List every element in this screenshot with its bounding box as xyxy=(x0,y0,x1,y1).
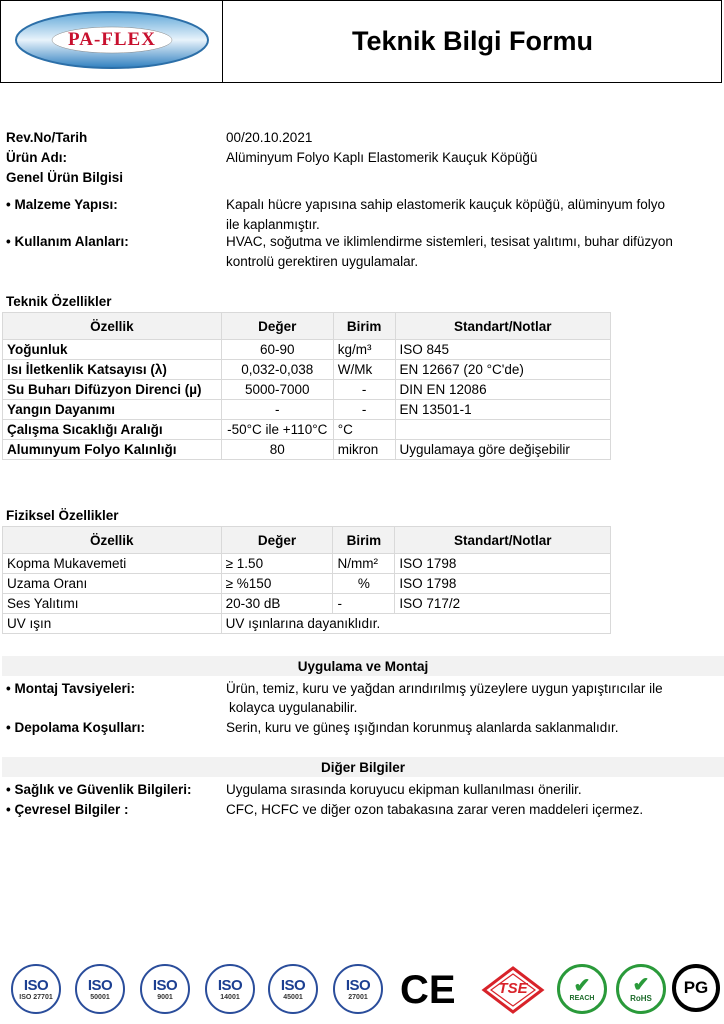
cell-unit: °C xyxy=(333,420,395,440)
table-row xyxy=(3,614,611,634)
cell-property: Uzama Oranı xyxy=(3,574,222,594)
reach-badge xyxy=(557,964,609,1016)
cell-standard: EN 12667 (20 °C'de) xyxy=(395,360,610,380)
tse-badge xyxy=(478,964,548,1016)
product-value: Alüminyum Folyo Kaplı Elastomerik Kauçuk Köpüğü xyxy=(226,150,538,165)
environment-label: • Çevresel Bilgiler : xyxy=(6,802,129,817)
table-row xyxy=(3,594,611,614)
cell-value: -50°C ile +110°C xyxy=(221,420,333,440)
table-row xyxy=(3,554,611,574)
rev-value: 00/20.10.2021 xyxy=(226,130,313,145)
rohs-badge xyxy=(616,964,668,1016)
mount-label: • Montaj Tavsiyeleri: xyxy=(6,681,136,696)
col-header: Standart/Notlar xyxy=(395,313,610,340)
cell-property: Isı İletkenlik Katsayısı (λ) xyxy=(3,360,222,380)
cell-standard: DIN EN 12086 xyxy=(395,380,610,400)
col-header: Birim xyxy=(333,313,395,340)
cell-property: Kopma Mukavemeti xyxy=(3,554,222,574)
physical-header-row xyxy=(3,527,611,554)
iso-number: 14001 xyxy=(220,994,240,1001)
cell-standard: ISO 1798 xyxy=(395,574,611,594)
technical-table xyxy=(2,312,611,460)
col-header: Değer xyxy=(221,527,333,554)
general-info-label: Genel Ürün Bilgisi xyxy=(6,170,124,185)
cell-standard: ISO 845 xyxy=(395,340,610,360)
technical-header-row xyxy=(3,313,611,340)
technical-section-title: Teknik Özellikler xyxy=(6,294,112,309)
iso-27701-badge xyxy=(11,964,61,1016)
cell-unit: kg/m³ xyxy=(333,340,395,360)
cell-unit: W/Mk xyxy=(333,360,395,380)
usage-value-line2: kontrolü gerektiren uygulamalar. xyxy=(226,254,419,269)
cell-property: Alumınyum Folyo Kalınlığı xyxy=(3,440,222,460)
col-header: Değer xyxy=(221,313,333,340)
iso-50001-badge xyxy=(75,964,125,1016)
cell-unit: - xyxy=(333,380,395,400)
health-value: Uygulama sırasında koruyucu ekipman kullanılması önerilir. xyxy=(226,782,582,797)
cell-property: Ses Yalıtımı xyxy=(3,594,222,614)
iso-label: ISO xyxy=(23,977,49,994)
cell-value: 80 xyxy=(221,440,333,460)
iso-number: 9001 xyxy=(157,994,173,1001)
cell-property: Yoğunluk xyxy=(3,340,222,360)
cell-standard xyxy=(395,420,610,440)
usage-value-line1: HVAC, soğutma ve iklimlendirme sistemleri, tesisat yalıtımı, buhar difüzyon xyxy=(226,234,673,249)
table-row xyxy=(3,380,611,400)
storage-value: Serin, kuru ve güneş ışığından korunmuş alanlarda saklanmalıdır. xyxy=(226,720,619,735)
iso-label: ISO xyxy=(217,977,243,994)
cell-value: ≥ %150 xyxy=(221,574,333,594)
pg-text: PG xyxy=(672,964,720,1012)
cell-property: Çalışma Sıcaklığı Aralığı xyxy=(3,420,222,440)
cell-standard: ISO 717/2 xyxy=(395,594,611,614)
table-row xyxy=(3,340,611,360)
storage-label: • Depolama Koşulları: xyxy=(6,720,146,735)
cell-property: Yangın Dayanımı xyxy=(3,400,222,420)
mount-value-line1: Ürün, temiz, kuru ve yağdan arındırılmış yüzeylere uygun yapıştırıcılar ile xyxy=(226,681,663,696)
table-row xyxy=(3,400,611,420)
cell-value: ≥ 1.50 xyxy=(221,554,333,574)
iso-number: 45001 xyxy=(283,994,303,1001)
tse-text: TSE xyxy=(498,980,528,997)
material-value-line2: ile kaplanmıştır. xyxy=(226,217,320,232)
cell-value: 0,032-0,038 xyxy=(221,360,333,380)
col-header: Standart/Notlar xyxy=(395,527,611,554)
table-row xyxy=(3,360,611,380)
document-title: Teknik Bilgi Formu xyxy=(351,26,594,56)
iso-9001-badge xyxy=(140,964,190,1016)
usage-label: • Kullanım Alanları: xyxy=(6,234,129,249)
cell-standard: ISO 1798 xyxy=(395,554,611,574)
col-header: Özellik xyxy=(3,313,222,340)
ce-mark: CE xyxy=(400,968,456,1012)
table-row xyxy=(3,420,611,440)
cell-unit: % xyxy=(333,574,395,594)
mount-value-line2: kolayca uygulanabilir. xyxy=(229,700,358,715)
physical-section-title: Fiziksel Özellikler xyxy=(6,508,119,523)
iso-number: 27001 xyxy=(348,994,368,1001)
col-header: Birim xyxy=(333,527,395,554)
iso-14001-badge xyxy=(205,964,255,1016)
iso-label: ISO xyxy=(87,977,113,994)
physical-table xyxy=(2,526,611,634)
col-header: Özellik xyxy=(3,527,222,554)
cell-value: 20-30 dB xyxy=(221,594,333,614)
cell-value: 60-90 xyxy=(221,340,333,360)
other-section-title: Diğer Bilgiler xyxy=(2,757,724,777)
iso-label: ISO xyxy=(152,977,178,994)
material-value-line1: Kapalı hücre yapısına sahip elastomerik kauçuk köpüğü, alüminyum folyo xyxy=(226,197,665,212)
rohs-text: RoHS xyxy=(630,993,652,1003)
iso-45001-badge xyxy=(268,964,318,1016)
cell-value: - xyxy=(221,400,333,420)
rev-label: Rev.No/Tarih xyxy=(6,130,88,145)
reach-text: REACH xyxy=(569,994,595,1002)
cell-value: UV ışınlarına dayanıklıdır. xyxy=(221,614,610,634)
cell-property: Su Buharı Difüzyon Direnci (µ) xyxy=(3,380,222,400)
application-section-title: Uygulama ve Montaj xyxy=(2,656,724,676)
cell-standard: Uygulamaya göre değişebilir xyxy=(395,440,610,460)
cell-unit: - xyxy=(333,594,395,614)
cell-unit: - xyxy=(333,400,395,420)
product-label: Ürün Adı: xyxy=(6,150,67,165)
logo-text: PA-FLEX xyxy=(68,29,156,50)
cell-property: UV ışın xyxy=(3,614,222,634)
table-row xyxy=(3,440,611,460)
cell-standard: EN 13501-1 xyxy=(395,400,610,420)
health-label: • Sağlık ve Güvenlik Bilgileri: xyxy=(6,782,192,797)
iso-label: ISO xyxy=(345,977,371,994)
cell-unit: N/mm² xyxy=(333,554,395,574)
iso-number: 50001 xyxy=(90,994,110,1001)
material-label: • Malzeme Yapısı: xyxy=(6,197,118,212)
iso-27001-badge xyxy=(333,964,383,1016)
cell-value: 5000-7000 xyxy=(221,380,333,400)
pg-mark xyxy=(672,964,722,1016)
iso-number: ISO 27701 xyxy=(19,994,53,1001)
check-icon: ✔ xyxy=(573,974,591,997)
cell-unit: mikron xyxy=(333,440,395,460)
iso-label: ISO xyxy=(280,977,306,994)
check-icon: ✔ xyxy=(632,973,650,996)
environment-value: CFC, HCFC ve diğer ozon tabakasına zarar veren maddeleri içermez. xyxy=(226,802,644,817)
table-row xyxy=(3,574,611,594)
pa-flex-logo xyxy=(14,10,210,70)
